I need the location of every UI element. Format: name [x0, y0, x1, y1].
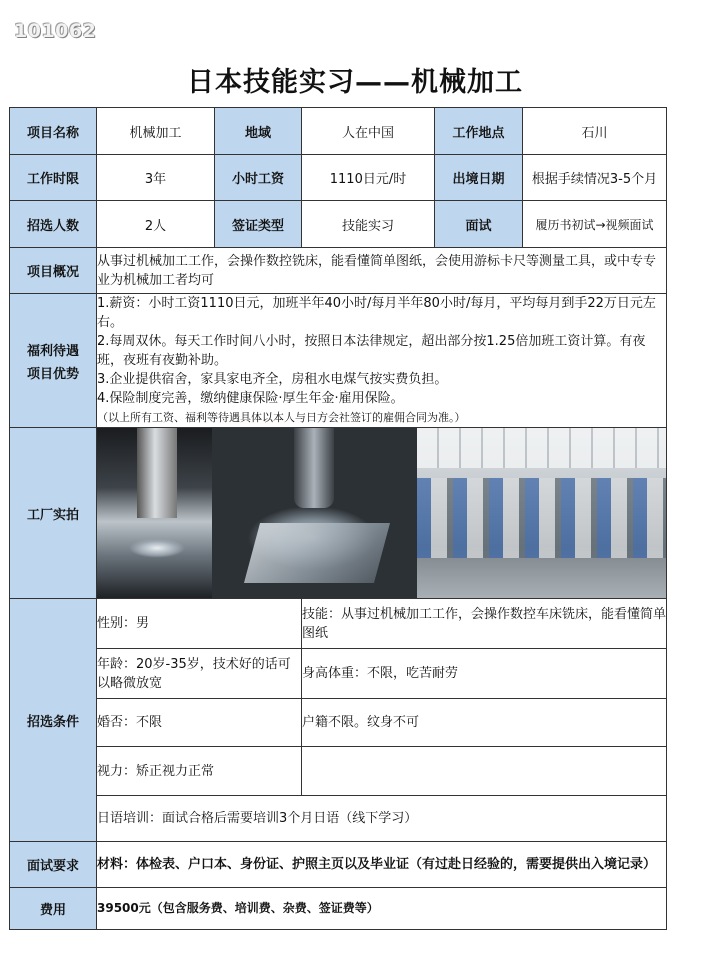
benefits-note: （以上所有工资、福利等待遇具体以本人与日方会社签订的雇佣合同为准。） [97, 411, 466, 424]
region-value: 人在中国 [302, 108, 435, 155]
recruit-count-value: 2人 [97, 201, 215, 248]
table-row [10, 649, 667, 699]
recruit-count-label: 招选人数 [10, 201, 97, 248]
table-row [10, 699, 667, 747]
benefit-item: 1.薪资：小时工资1110日元，加班半年40小时/每月半年80小时/每月，平均每月到手22万日元左右。 [97, 296, 656, 330]
benefits-label-line2: 项目优势 [26, 366, 79, 382]
table-row [10, 747, 667, 796]
hourly-wage-label: 小时工资 [215, 155, 302, 201]
vision-cell: 视力：矫正视力正常 [97, 747, 302, 796]
work-term-value: 3年 [97, 155, 215, 201]
table-row [10, 248, 667, 294]
fee-label: 费用 [10, 888, 97, 930]
factory-floor-photo [417, 428, 666, 598]
project-name-label: 项目名称 [10, 108, 97, 155]
factory-photos [97, 428, 667, 599]
table-row [10, 428, 667, 599]
work-place-label: 工作地点 [435, 108, 523, 155]
region-label: 地域 [215, 108, 302, 155]
project-name-value: 机械加工 [97, 108, 215, 155]
interview-requirements-label: 面试要求 [10, 842, 97, 888]
interview-value: 履历书初试→视频面试 [523, 201, 667, 248]
table-row [10, 599, 667, 649]
overview-text: 从事过机械加工工作，会操作数控铣床，能看懂简单图纸，会使用游标卡尺等测量工具，或中专专业为机械加工者均可 [97, 248, 667, 294]
japanese-training-cell: 日语培训：面试合格后需要培训3个月日语（线下学习） [97, 796, 667, 842]
interview-requirements-text: 材料：体检表、户口本、身份证、护照主页以及毕业证（有过赴日经验的，需要提供出入境记录） [97, 842, 667, 888]
table-row [10, 796, 667, 842]
benefit-item: 3.企业提供宿舍，家具家电齐全，房租水电煤气按实费负担。 [97, 372, 448, 387]
overview-label: 项目概况 [10, 248, 97, 294]
table-row [10, 294, 667, 428]
milling-photo [212, 428, 417, 598]
cnc-tool-photo [97, 428, 212, 598]
departure-label: 出境日期 [435, 155, 523, 201]
benefits-content [97, 294, 667, 428]
work-place-value: 石川 [523, 108, 667, 155]
age-cell: 年龄：20岁-35岁，技术好的话可以略微放宽 [97, 649, 302, 699]
visa-type-label: 签证类型 [215, 201, 302, 248]
height-weight-cell: 身高体重：不限，吃苦耐劳 [302, 649, 667, 699]
household-cell: 户籍不限。纹身不可 [302, 699, 667, 747]
interview-label: 面试 [435, 201, 523, 248]
work-term-label: 工作时限 [10, 155, 97, 201]
gender-cell: 性别：男 [97, 599, 302, 649]
factory-label: 工厂实拍 [10, 428, 97, 599]
fee-text: 39500元（包含服务费、培训费、杂费、签证费等） [97, 888, 667, 930]
conditions-label: 招选条件 [10, 599, 97, 842]
benefits-label [10, 294, 97, 428]
hourly-wage-value: 1110日元/时 [302, 155, 435, 201]
empty-cell [302, 747, 667, 796]
departure-value: 根据手续情况3-5个月 [523, 155, 667, 201]
page-title: 日本技能实习——机械加工 [187, 67, 523, 98]
table-row [10, 201, 667, 248]
skill-cell: 技能：从事过机械加工工作，会操作数控车床铣床，能看懂简单图纸 [302, 599, 667, 649]
watermark-number: 101062 [14, 20, 97, 42]
table-row [10, 842, 667, 888]
table-row [10, 108, 667, 155]
benefit-item: 4.保险制度完善，缴纳健康保险·厚生年金·雇用保险。 [97, 391, 404, 406]
table-row [10, 155, 667, 201]
visa-type-value: 技能实习 [302, 201, 435, 248]
table-row [10, 888, 667, 930]
benefits-label-line1: 福利待遇 [26, 343, 79, 359]
marriage-cell: 婚否：不限 [97, 699, 302, 747]
job-info-table [9, 107, 667, 930]
benefit-item: 2.每周双休。每天工作时间八小时，按照日本法律规定，超出部分按1.25倍加班工资计算。有夜班，夜班有夜勤补助。 [97, 334, 646, 368]
